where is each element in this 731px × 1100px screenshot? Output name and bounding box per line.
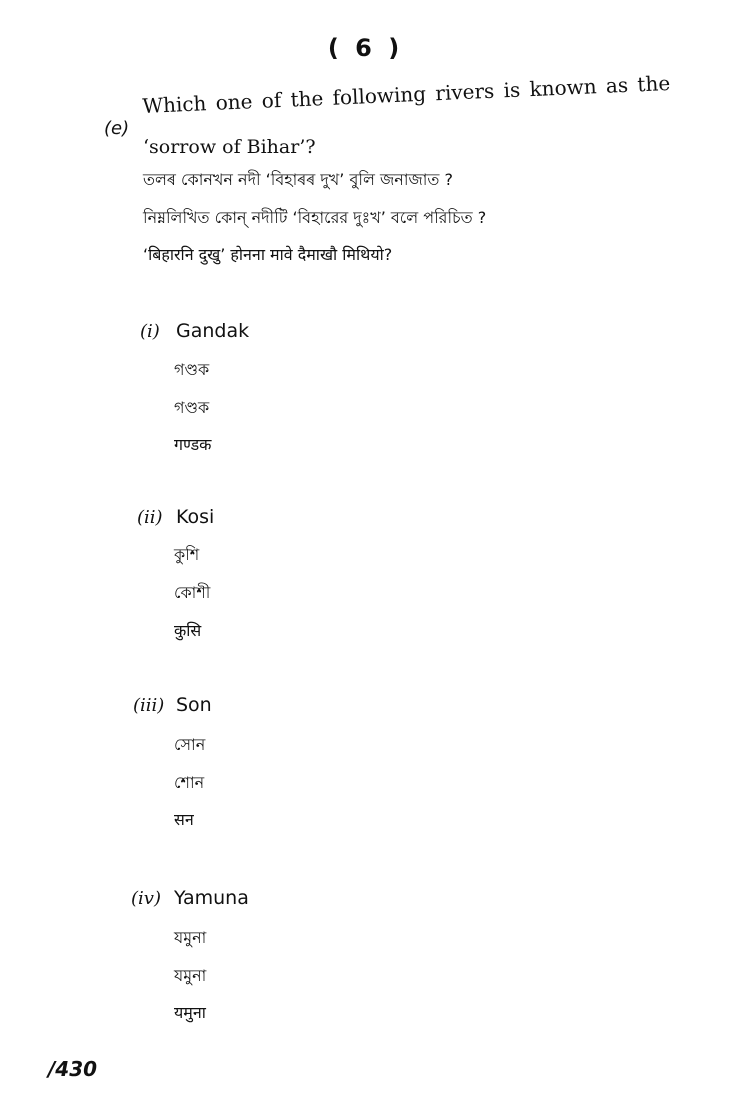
footer-code: /430	[48, 1057, 98, 1081]
question-english-line1: Which one of the following rivers is known as the	[141, 70, 671, 118]
question-english-line2: ‘sorrow of Bihar’?	[143, 136, 316, 158]
option-assamese: যমুনা	[174, 928, 207, 947]
option-bengali: কোশী	[174, 583, 211, 602]
option-label: (iii)	[133, 695, 165, 716]
option-bodo: कुसि	[174, 621, 202, 640]
option-english: Gandak	[176, 320, 250, 342]
option-assamese: সোন	[174, 735, 206, 754]
question-bengali: নিম্নলিখিত কোন্ নদীটি ‘বিহারের দুঃখ’ বলে পরিচিত ?	[143, 208, 487, 227]
question-bodo: ‘बिहारनि दुखु’ होनना मावे दैमाखौ मिथियो?	[143, 245, 393, 264]
option-assamese: গণ্ডক	[174, 360, 210, 379]
page-number: ( 6 )	[327, 34, 404, 62]
option-label: (ii)	[137, 507, 163, 528]
option-english: Kosi	[176, 506, 215, 528]
option-bengali: গণ্ডক	[174, 398, 210, 417]
option-bengali: শোন	[174, 773, 205, 792]
option-assamese: কুশি	[174, 545, 200, 564]
question-assamese: তলৰ কোনখন নদী ‘বিহাৰৰ দুখ’ বুলি জনাজাত ?	[143, 170, 453, 189]
option-bodo: गण्डक	[174, 435, 212, 454]
option-english: Yamuna	[174, 887, 249, 909]
option-bodo: यमुना	[174, 1003, 206, 1022]
option-bengali: যমুনা	[174, 966, 207, 985]
option-label: (iv)	[131, 888, 161, 909]
option-label: (i)	[140, 321, 160, 342]
question-label: (e)	[104, 118, 130, 139]
option-english: Son	[176, 694, 212, 716]
option-bodo: सन	[174, 810, 194, 829]
